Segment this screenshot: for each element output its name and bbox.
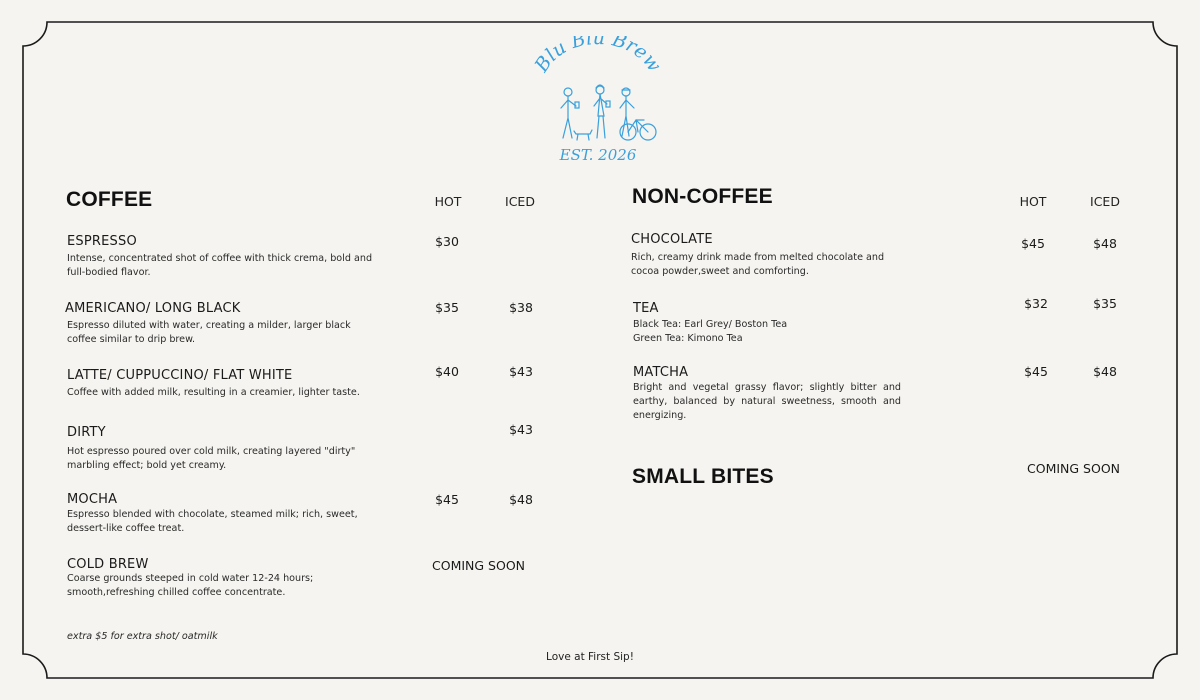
small-bites-status: COMING SOON — [1027, 461, 1121, 476]
menu-item-chocolate-hot-price: $45 — [1021, 236, 1045, 251]
menu-item-tea-name: TEA — [633, 301, 659, 316]
people-walking-icon — [528, 36, 668, 168]
menu-item-latte-iced-price: $43 — [509, 364, 533, 379]
menu-item-matcha-iced-price: $48 — [1093, 364, 1117, 379]
menu-item-chocolate-iced-price: $48 — [1093, 236, 1117, 251]
menu-item-americano-desc: Espresso diluted with water, creating a milder, larger black coffee similar to drip brew. — [67, 320, 351, 345]
non-coffee-section-title: NON-COFFEE — [632, 185, 773, 208]
menu-item-dirty-iced-price: $43 — [509, 422, 533, 437]
menu-item-espresso-hot-price: $30 — [435, 234, 459, 249]
tagline: Love at First Sip! — [546, 651, 634, 663]
menu-item-tea-iced-price: $35 — [1093, 296, 1117, 311]
logo-established: EST. 2026 — [559, 146, 637, 164]
menu-item-dirty-name: DIRTY — [67, 425, 106, 440]
menu-item-mocha-iced-price: $48 — [509, 492, 533, 507]
menu-item-americano-hot-price: $35 — [435, 300, 459, 315]
non-coffee-hot-header: HOT — [1019, 194, 1047, 209]
menu-item-tea-hot-price: $32 — [1024, 296, 1048, 311]
coffee-iced-header: ICED — [505, 194, 535, 209]
menu-item-latte-name: LATTE/ CUPPUCCINO/ FLAT WHITE — [67, 368, 293, 383]
menu-item-latte-desc: Coffee with added milk, resulting in a creamier, lighter taste. — [67, 387, 360, 398]
menu-item-matcha-hot-price: $45 — [1024, 364, 1048, 379]
svg-text:Blu Blu Brew — [530, 36, 665, 77]
non-coffee-iced-header: ICED — [1090, 194, 1120, 209]
menu-item-cold-brew-desc: Coarse grounds steeped in cold water 12-24 hours; smooth,refreshing chilled coffee concentrate. — [67, 573, 314, 598]
menu-item-mocha-hot-price: $45 — [435, 492, 459, 507]
coffee-section-title: COFFEE — [66, 188, 153, 211]
menu-item-cold-brew-name: COLD BREW — [67, 557, 149, 572]
menu-item-cold-brew-status: COMING SOON — [432, 558, 526, 573]
menu-item-mocha-desc: Espresso blended with chocolate, steamed milk; rich, sweet, dessert-like coffee treat. — [67, 509, 358, 534]
menu-item-latte-hot-price: $40 — [435, 364, 459, 379]
menu-item-chocolate-name: CHOCOLATE — [631, 232, 713, 247]
menu-item-matcha-name: MATCHA — [633, 365, 689, 380]
menu-item-mocha-name: MOCHA — [67, 492, 118, 507]
menu-item-tea-desc-line-2: Green Tea: Kimono Tea — [633, 333, 743, 344]
menu-item-tea-desc-line-1: Black Tea: Earl Grey/ Boston Tea — [633, 319, 788, 330]
menu-item-espresso-desc: Intense, concentrated shot of coffee with thick crema, bold and full-bodied flavor. — [67, 253, 373, 278]
small-bites-section-title: SMALL BITES — [632, 465, 774, 488]
logo-brand-name: Blu Blu Brew — [530, 36, 666, 76]
menu-item-americano-iced-price: $38 — [509, 300, 533, 315]
menu-item-chocolate-desc: Rich, creamy drink made from melted chocolate and cocoa powder,sweet and comforting. — [631, 252, 885, 277]
menu-item-dirty-desc: Hot espresso poured over cold milk, creating layered "dirty" marbling effect; bold yet creamy. — [67, 446, 356, 471]
menu-item-espresso-name: ESPRESSO — [67, 234, 137, 249]
menu-item-americano-name: AMERICANO/ LONG BLACK — [65, 301, 241, 316]
coffee-hot-header: HOT — [434, 194, 462, 209]
brand-logo — [528, 36, 668, 168]
menu-item-matcha-desc: Bright and vegetal grassy flavor; slightly bitter and earthy, balanced by natural sweetness, smooth and energizing. — [633, 382, 901, 421]
coffee-footnote: extra $5 for extra shot/ oatmilk — [67, 631, 218, 642]
